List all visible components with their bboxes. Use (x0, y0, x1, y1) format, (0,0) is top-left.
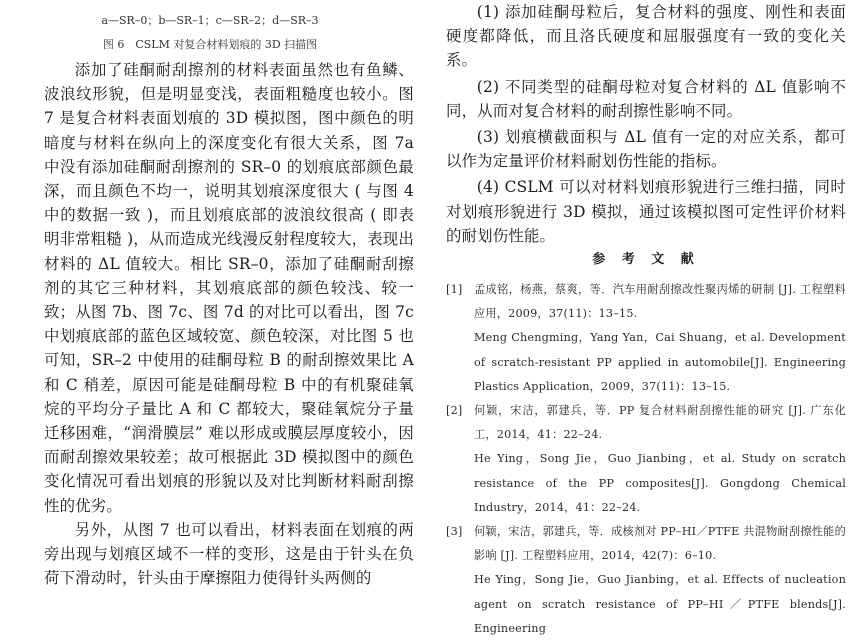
body-paragraph: 另外，从图 7 也可以看出，材料表面在划痕的两旁出现与划痕区域不一样的变形，这是由于针头在负荷下滑动时，针头由于摩擦阻力使得针头两侧的 (44, 520, 414, 588)
left-column (0, 0, 420, 610)
right-column (444, 0, 850, 635)
reference-number: [1] (446, 283, 463, 297)
conclusion-item: (3) 划痕横截面积与 ΔL 值有一定的对应关系，都可以作为定量评价材料耐划伤性能的指标。 (446, 128, 846, 171)
reference-chinese: 何颖，宋洁，郭建兵，等．PP 复合材料耐刮擦性能的研究 [J]. 广东化工，2014，41：22–24. (474, 404, 846, 442)
references-heading: 参 考 文 献 (592, 252, 700, 268)
reference-entry (446, 520, 846, 641)
reference-chinese: 何颖，宋洁，郭建兵，等．成核剂对 PP–HI／PTFE 共混物耐刮擦性能的影响 [J]. 工程塑料应用，2014，42(7)：6–10. (474, 525, 846, 563)
figure-legend: a—SR–0；b—SR–1；c—SR–2；d—SR–3 (101, 14, 319, 27)
right-body-text (446, 0, 846, 641)
reference-english: He Ying，Song Jie，Guo Jianbing，et al. Study on scratch resistance of the PP composites[J]. Gongdong Chemical Industry，2014，41：22–24. (474, 452, 846, 514)
body-paragraph: 添加了硅酮耐刮擦剂的材料表面虽然也有鱼鳞、波浪纹形貌，但是明显变浅，表面粗糙度也较小。图 7 是复合材料表面划痕的 3D 模拟图，图中颜色的明暗度与材料在纵向上的深度变化有很大关系，图 7a 中没有添加硅酮耐刮擦剂的 SR–0 的划痕底部颜色最深，而且颜色不均一，说明其划痕深度很大 ( 与图 4 中的数据一致 )，而且划痕底部的波浪纹很高 ( 即表明非常粗糙 )，从而造成光线漫反射程度较大，表现出材料的 ΔL 值较大。相比 SR–0，添加了硅酮耐刮擦剂的其它三种材料，其划痕底部的颜色较浅、较一致；从图 7b、图 7c、图 7d 的对比可以看出，图 7c 中划痕底部的蓝色区域较宽、颜色较深，对比图 5 也可知，SR–2 中使用的硅酮母粒 B 的耐刮擦效果比 A 和 C 稍差，原因可能是硅酮母粒 B 中的有机聚硅氧烷的平均分子量比 A 和 C 都较大，聚硅氧烷分子量迁移困难，“润滑膜层” 难以形成或膜层厚度较小，因而耐刮擦效果较差；故可根据此 3D 模拟图中的颜色变化情况可看出划痕的形貌以及对比判断材料耐刮擦性的优劣。 (44, 61, 414, 515)
reference-number: [2] (446, 404, 463, 418)
conclusion-item: (4) CSLM 可以对材料划痕形貌进行三维扫描，同时对划痕形貌进行 3D 模拟，通过该模拟图可定性评价材料的耐划伤性能。 (446, 178, 846, 245)
reference-entry (446, 278, 846, 399)
reference-entry (446, 399, 846, 520)
conclusion-item: (1) 添加硅酮母粒后，复合材料的强度、刚性和表面硬度都降低，而且洛氏硬度和屈服强度有一致的变化关系。 (446, 3, 846, 70)
reference-english: Meng Chengming，Yang Yan，Cai Shuang，et al. Development of scratch-resistant PP applied in automobile[J]. Engineering Plastics Application，2009，37(11)：13–15. (474, 331, 846, 393)
reference-number: [3] (446, 525, 463, 539)
reference-english: He Ying，Song Jie，Guo Jianbing，et al. Effects of nucleation agent on scratch resistance of PP–HI／PTFE blends[J]. Engineering (474, 573, 846, 635)
left-body-text (44, 58, 414, 590)
conclusion-item: (2) 不同类型的硅酮母粒对复合材料的 ΔL 值影响不同，从而对复合材料的耐刮擦性影响不同。 (446, 77, 846, 120)
reference-chinese: 孟成铭，杨燕，蔡爽，等．汽车用耐刮擦改性聚丙烯的研制 [J]. 工程塑料应用，2009，37(11)：13–15. (474, 283, 846, 321)
figure-caption: 图 6 CSLM 对复合材料划痕的 3D 扫描图 (102, 38, 318, 51)
